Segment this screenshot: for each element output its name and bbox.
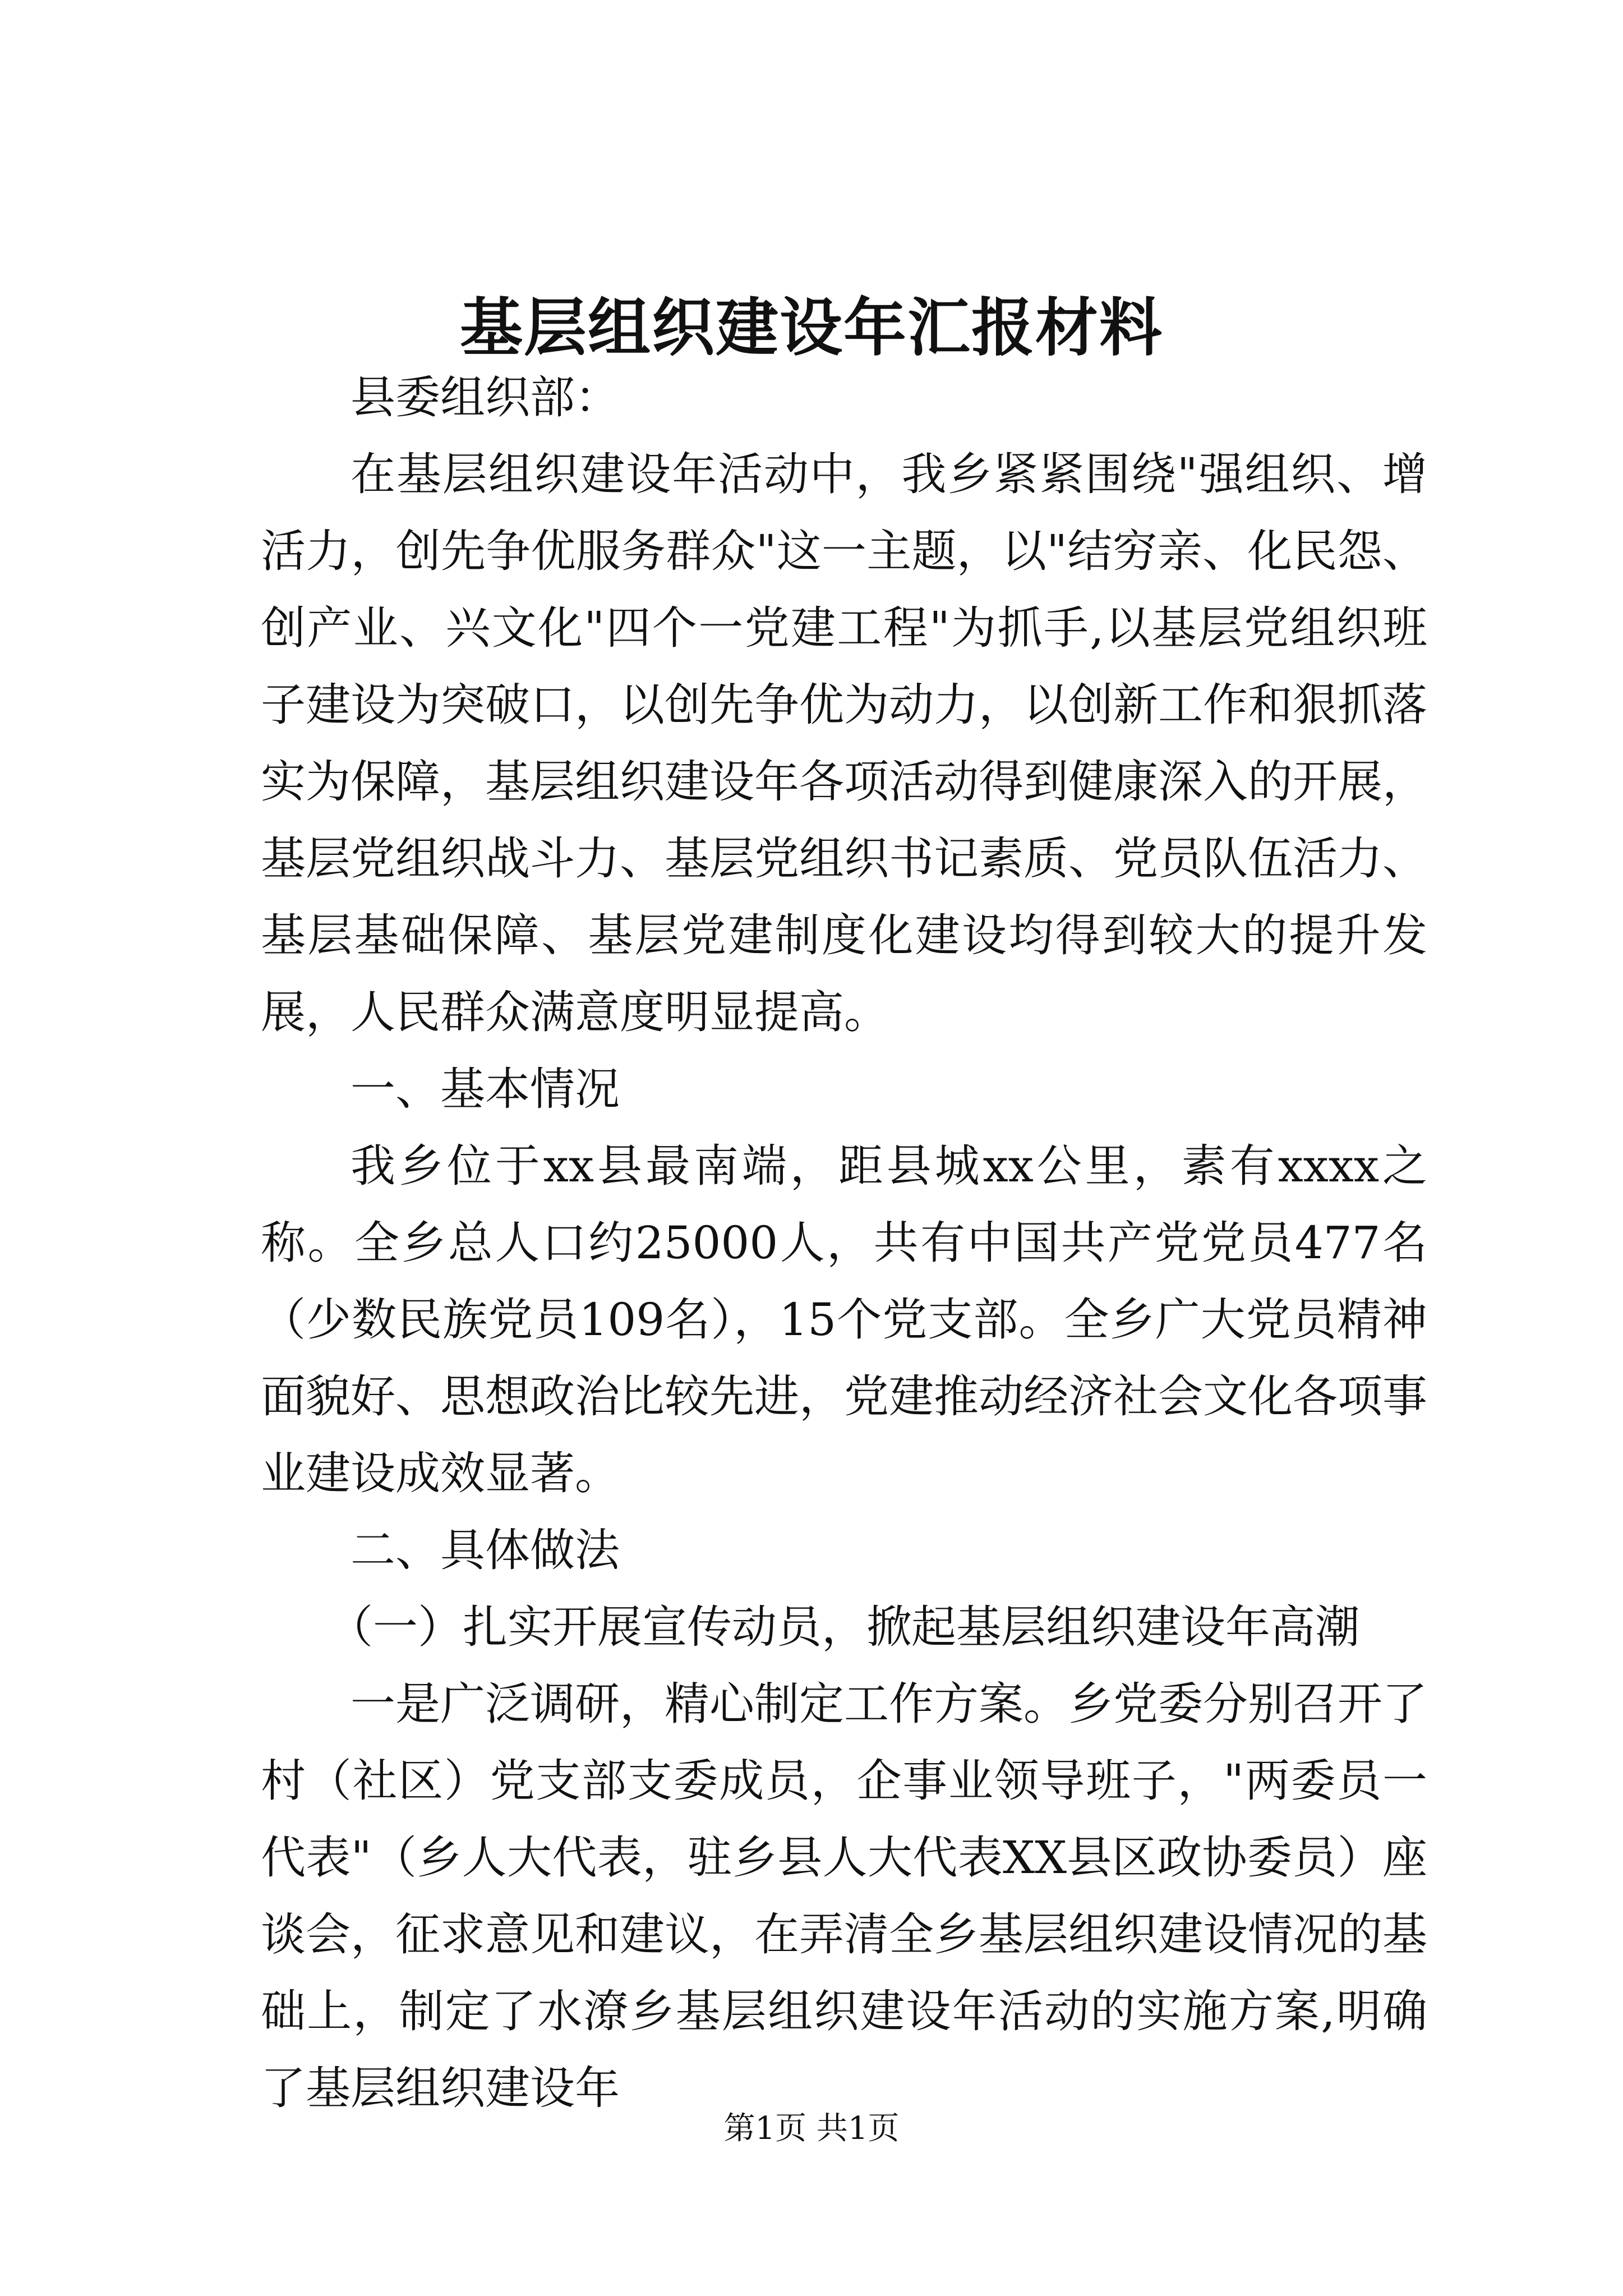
paragraph-basic-situation: 我乡位于xx县最南端，距县城xx公里，素有xxxx之称。全乡总人口约25000人，共有中国共产党党员477名（少数民族党员109名），15个党支部。全乡广大党员精神面貌好、思想政治比较先进，党建推动经济社会文化各项事业建设成效显著。 [261, 1140, 1427, 1499]
salutation: 县委组织部： [351, 371, 620, 424]
subsection-heading-1: （一）扎实开展宣传动员，掀起基层组织建设年高潮 [328, 1601, 1360, 1653]
document-title: 基层组织建设年汇报材料 [460, 291, 1163, 365]
document-body [261, 359, 1427, 2127]
section-heading-basic: 一、基本情况 [351, 1063, 620, 1115]
section-heading-practice: 二、具体做法 [351, 1524, 620, 1576]
paragraph-intro: 在基层组织建设年活动中，我乡紧紧围绕"强组织、增活力，创先争优服务群众"这一主题，以"结穷亲、化民怨、创产业、兴文化"四个一党建工程"为抓手,以基层党组织班子建设为突破口，以创先争优为动力，以创新工作和狠抓落实为保障，基层组织建设年各项活动得到健康深入的开展，基层党组织战斗力、基层党组织书记素质、党员队伍活力、基层基础保障、基层党建制度化建设均得到较大的提升发展，人民群众满意度明显提高。 [261, 448, 1427, 1038]
page-footer: 第1页 共1页 [723, 2110, 900, 2147]
paragraph-practice-1: 一是广泛调研，精心制定工作方案。乡党委分别召开了村（社区）党支部支委成员，企事业领导班子，"两委员一代表"（乡人大代表，驻乡县人大代表XX县区政协委员）座谈会，征求意见和建议，在弄清全乡基层组织建设情况的基础上，制定了水潦乡基层组织建设年活动的实施方案,明确了基层组织建设年 [261, 1678, 1427, 2114]
